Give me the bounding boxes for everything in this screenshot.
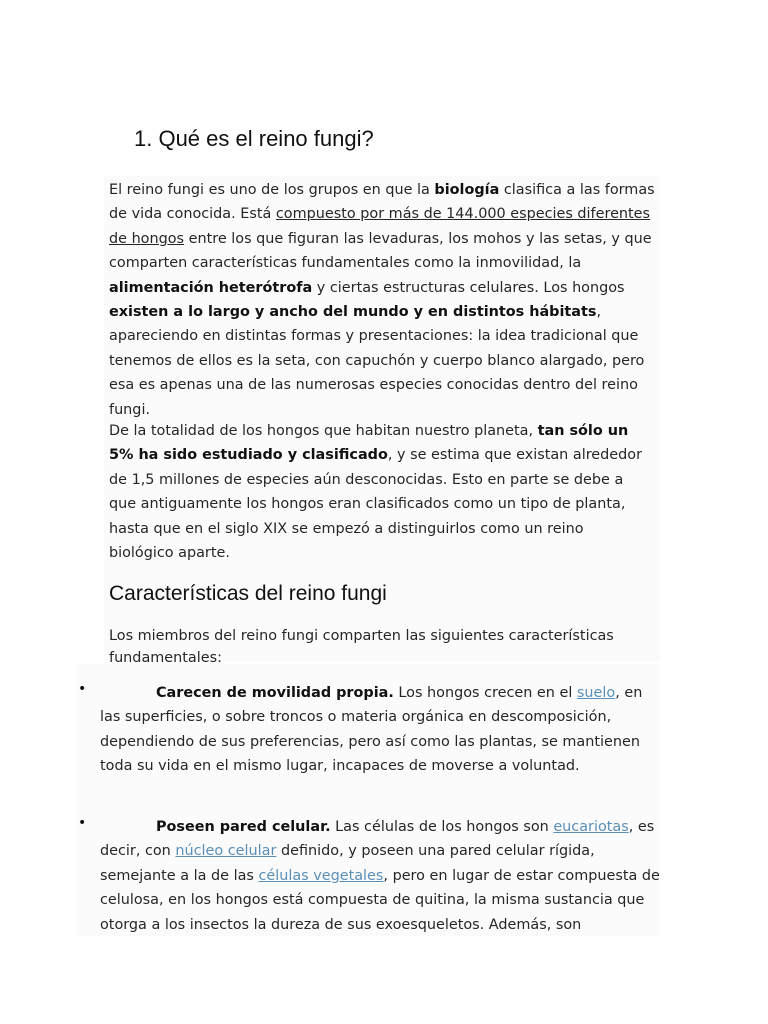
bullet-icon: • — [78, 815, 87, 831]
bold-five-percent: tan sólo un 5% ha sido estudiado y clasificado — [109, 423, 629, 464]
link-suelo[interactable]: suelo — [576, 685, 616, 701]
bold-biologia: biología — [434, 182, 500, 198]
link-celulas-vegetales[interactable]: células vegetales — [258, 867, 384, 884]
section-heading: 1. Qué es el reino fungi? — [134, 126, 374, 151]
list-item-title: Poseen pared celular. — [156, 819, 331, 835]
list-intro: Los miembros del reino fungi comparten las siguientes características fundamentales: — [109, 628, 614, 666]
second-paragraph: De la totalidad de los hongos que habitan nuestro planeta, tan sólo un 5% ha sido estudiado y clasificado, y se estima que existan alrededor de 1,5 millones de especies aún desconocidas. Esto en parte se debe a que antiguamente los hongos eran clasificados como un tipo de planta, hasta que en el siglo XIX se empezó a distinguirlos como un reino biológico aparte. — [109, 423, 642, 562]
bold-habitats: existen a lo largo y ancho del mundo y en distintos hábitats — [109, 304, 597, 321]
list-item: Poseen pared celular. Las células de los hongos son eucariotas, es decir, con núcleo celular definido, y poseen una pared celular rígida, semejante a la de las células vegetales, pero en lugar de estar compuesta de celulosa, en los hongos está compuesta de quitina, la misma sustancia que otorga a los insectos la dureza de sus exoesqueletos. Además, son — [100, 819, 660, 933]
bullet-icon: • — [78, 681, 87, 697]
list-item: Carecen de movilidad propia. Los hongos crecen en el suelo, en las superficies, o sobre troncos o materia orgánica en descomposición, dependiendo de sus preferencias, pero así como las plantas, se mantienen toda su vida en el mismo lugar, incapaces de moverse a voluntad. — [100, 685, 643, 775]
bold-heterotrofa: alimentación heterótrofa — [109, 279, 313, 296]
list-item-title: Carecen de movilidad propia. — [156, 685, 394, 701]
subsection-heading: Características del reino fungi — [109, 582, 387, 605]
link-eucariotas[interactable]: eucariotas — [553, 819, 629, 835]
intro-paragraph: El reino fungi es uno de los grupos en que la biología clasifica a las formas de vida conocida. Está compuesto por más de 144.000 especies diferentes de hongos entre los que figuran las levaduras, los mohos y las setas, y que comparten características fundamentales como la inmovilidad, la alimentación heterótrofa y ciertas estructuras celulares. Los hongos existen a lo largo y ancho del mundo y en distintos hábitats, apareciendo en distintas formas y presentaciones: la idea tradicional que tenemos de ellos es la seta, con capuchón y cuerpo blanco alargado, pero esa es apenas una de las numerosas especies conocidas dentro del reino fungi. — [109, 182, 655, 418]
link-nucleo-celular[interactable]: núcleo celular — [175, 843, 277, 860]
underlined-species-count: compuesto por más de 144.000 especies diferentes de hongos — [109, 206, 651, 247]
